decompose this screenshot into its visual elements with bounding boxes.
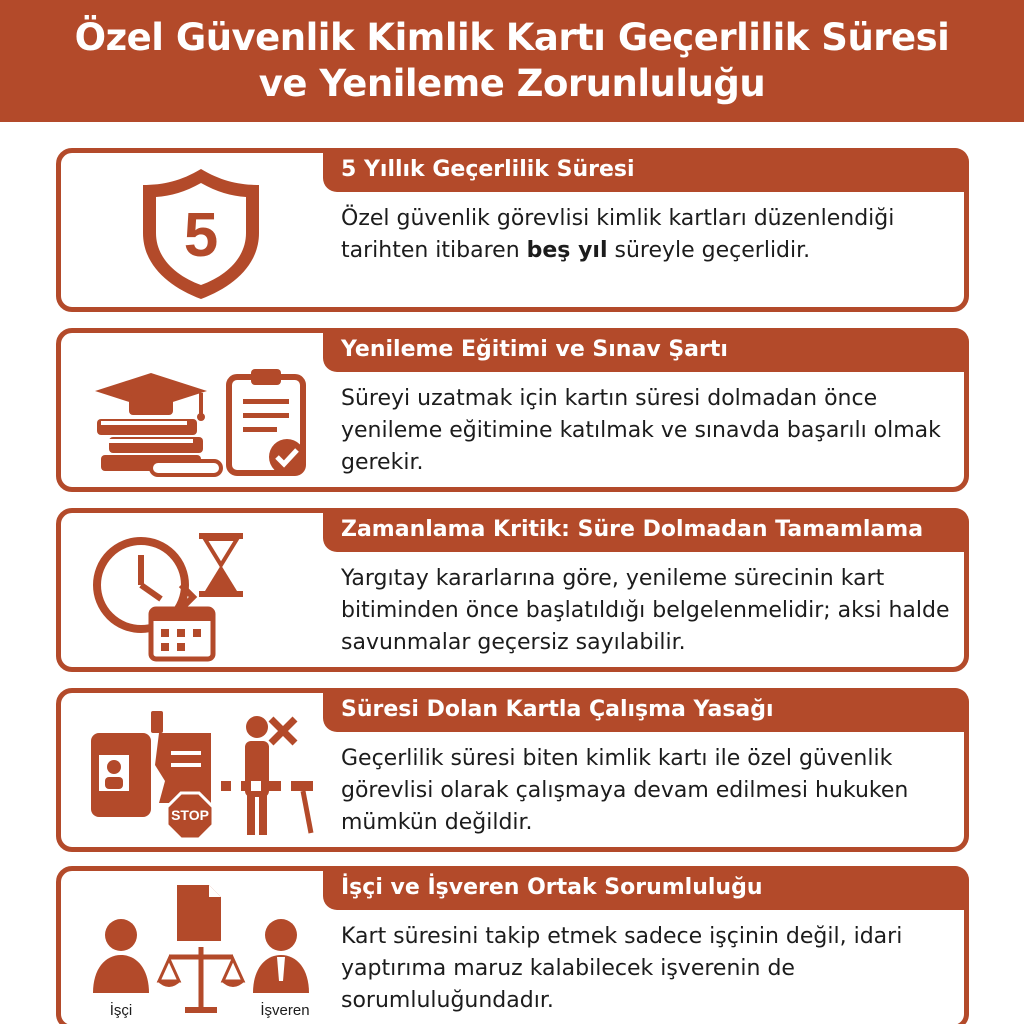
worker-label: İşçi bbox=[109, 1002, 133, 1019]
card-title: İşçi ve İşveren Ortak Sorumluluğu bbox=[323, 866, 969, 910]
card-shared-responsibility bbox=[56, 866, 969, 1024]
card-renewal-training bbox=[56, 328, 969, 492]
card-validity-period bbox=[56, 148, 969, 312]
shield-five-icon bbox=[81, 163, 321, 303]
page-title-line-1: Özel Güvenlik Kimlik Kartı Geçerlilik Süresi bbox=[74, 16, 950, 59]
card-text: Yargıtay kararlarına göre, yenileme sürecinin kart bitiminden önce başlatıldığı belgelenmelidir; aksi halde savunmalar geçersiz sayılabilir. bbox=[341, 566, 950, 655]
employer-label: İşveren bbox=[260, 1002, 310, 1019]
shield-number: 5 bbox=[183, 201, 219, 270]
stop-sign-text: STOP bbox=[171, 807, 209, 823]
clock-calendar-icon bbox=[81, 523, 321, 663]
card-title: Yenileme Eğitimi ve Sınav Şartı bbox=[323, 328, 969, 372]
card-title: Süresi Dolan Kartla Çalışma Yasağı bbox=[323, 688, 969, 732]
graduation-clipboard-icon bbox=[81, 343, 321, 483]
card-text-bold: beş yıl bbox=[526, 238, 608, 263]
header-banner bbox=[0, 0, 1024, 122]
card-text: Özel güvenlik görevlisi kimlik kartları düzenlendiği tarihten itibaren beş yıl süreyle geçerlidir. bbox=[341, 206, 895, 263]
card-text: Süreyi uzatmak için kartın süresi dolmadan önce yenileme eğitimine katılmak ve sınavda başarılı olmak gerekir. bbox=[341, 386, 941, 475]
page-title-line-2: ve Yenileme Zorunluluğu bbox=[258, 62, 766, 105]
card-text: Kart süresini takip etmek sadece işçinin değil, idari yaptırıma maruz kalabilecek işverenin de sorumluluğundadır. bbox=[341, 924, 903, 1013]
card-timing-critical bbox=[56, 508, 969, 672]
card-text: Geçerlilik süresi biten kimlik kartı ile özel güvenlik görevlisi olarak çalışmaya devam edilmesi hukuken mümkün değildir. bbox=[341, 746, 909, 835]
worker-employer-scale-icon bbox=[81, 881, 321, 1021]
card-expired-card-ban bbox=[56, 688, 969, 852]
broken-card-stop-icon bbox=[81, 703, 321, 843]
card-title: 5 Yıllık Geçerlilik Süresi bbox=[323, 148, 969, 192]
card-title: Zamanlama Kritik: Süre Dolmadan Tamamlama bbox=[323, 508, 969, 552]
